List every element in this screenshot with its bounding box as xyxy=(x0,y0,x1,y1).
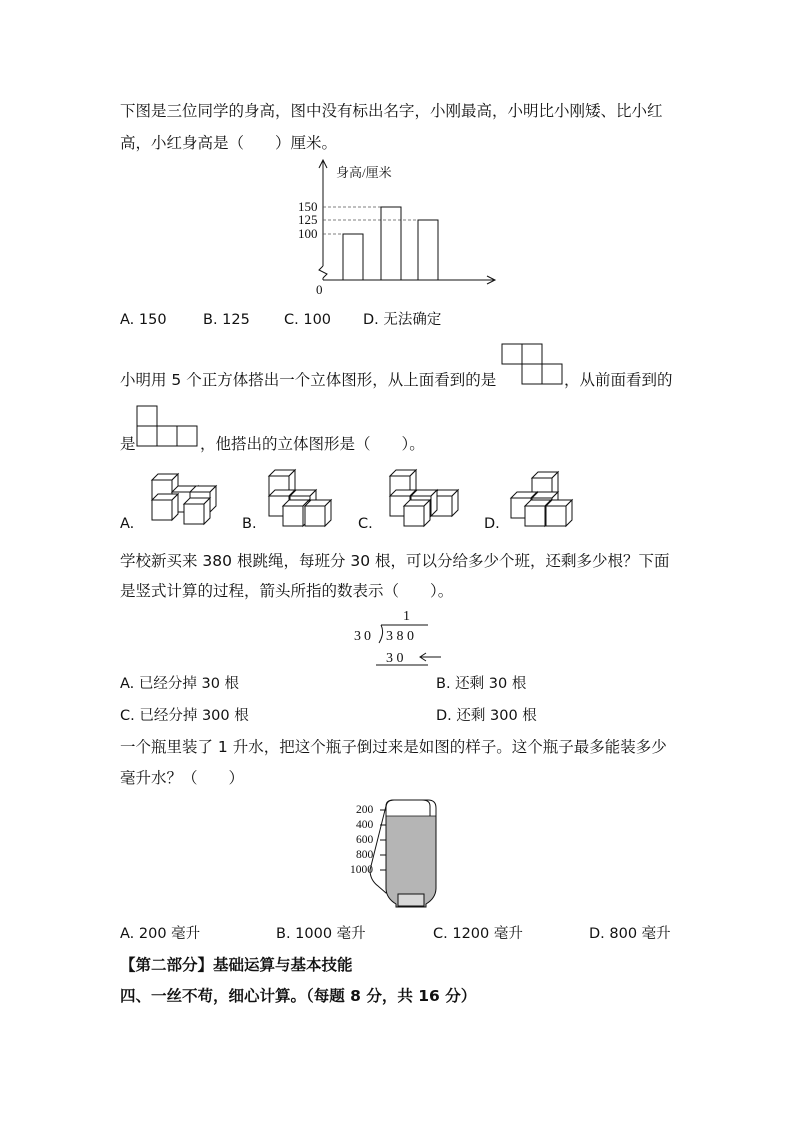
scale-200: 200 xyxy=(356,804,374,816)
division-product: 3 0 xyxy=(386,651,404,666)
tick-100: 100 xyxy=(298,226,318,241)
scale-600: 600 xyxy=(356,834,374,846)
q4-option-a: A. 200 毫升 xyxy=(120,926,201,942)
q1-line1: 下图是三位同学的身高，图中没有标出名字，小刚最高，小明比小刚矮、比小红 xyxy=(120,102,663,120)
q4-option-d: D. 800 毫升 xyxy=(589,926,671,942)
tick-150: 150 xyxy=(298,199,318,214)
q3-line2: 是竖式计算的过程，箭头所指的数表示（ ）。 xyxy=(120,582,454,600)
q1-option-c: C. 100 xyxy=(284,312,332,328)
q3-line1: 学校新买来 380 根跳绳，每班分 30 根，可以分给多少个班，还剩多少根？下面 xyxy=(120,552,670,570)
q4-option-b: B. 1000 毫升 xyxy=(276,926,366,942)
q3-option-b: B. 还剩 30 根 xyxy=(436,676,527,692)
division-quotient: 1 xyxy=(403,609,410,624)
division-dividend: 3 8 0 xyxy=(386,629,414,644)
q3-option-a: A. 已经分掉 30 根 xyxy=(120,676,240,692)
q2-option-a: A. xyxy=(120,516,135,532)
scale-1000: 1000 xyxy=(350,864,373,876)
q1-line2: 高，小红身高是（ ）厘米。 xyxy=(120,134,338,152)
q4-line2: 毫升水？（ ） xyxy=(120,769,245,787)
q1-option-a: A. 150 xyxy=(120,312,167,328)
q2-line2-b: ，他搭出的立体图形是（ ）。 xyxy=(200,435,425,453)
q1-option-b: B. 125 xyxy=(203,312,250,328)
q2-option-c: C. xyxy=(358,516,373,532)
section-four-heading: 四、一丝不苟，细心计算。（每题 8 分，共 16 分） xyxy=(120,987,477,1005)
scale-400: 400 xyxy=(356,819,374,831)
division-divisor: 30 xyxy=(354,629,374,644)
q2-line1-b: ，从前面看到的 xyxy=(564,371,673,389)
section-part2-heading: 【第二部分】基础运算与基本技能 xyxy=(120,956,353,974)
q4-option-c: C. 1200 毫升 xyxy=(433,926,523,942)
chart-origin: 0 xyxy=(316,282,323,297)
tick-125: 125 xyxy=(298,212,318,227)
q2-line2-a: 是 xyxy=(120,435,136,453)
q4-line1: 一个瓶里装了 1 升水，把这个瓶子倒过来是如图的样子。这个瓶子最多能装多少 xyxy=(120,738,667,756)
q2-option-d: D. xyxy=(484,516,500,532)
q2-option-b: B. xyxy=(242,516,257,532)
scale-800: 800 xyxy=(356,849,374,861)
q3-option-c: C. 已经分掉 300 根 xyxy=(120,708,249,724)
q3-option-d: D. 还剩 300 根 xyxy=(436,708,537,724)
q2-line1-a: 小明用 5 个正方体搭出一个立体图形，从上面看到的是 xyxy=(120,371,497,389)
q1-option-d: D. 无法确定 xyxy=(363,312,442,328)
chart-ylabel: 身高/厘米 xyxy=(336,165,392,180)
